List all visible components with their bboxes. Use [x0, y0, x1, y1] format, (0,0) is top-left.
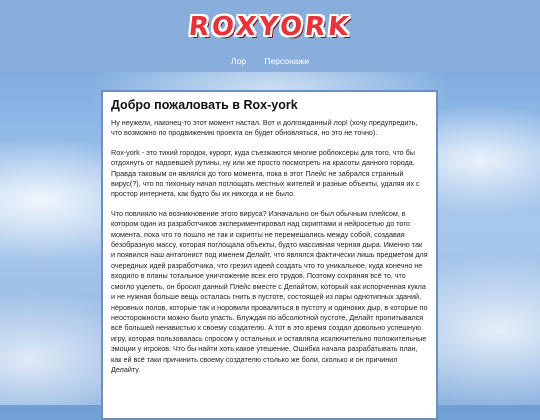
site-logo[interactable]: ROXYORK [187, 12, 353, 42]
article-paragraph: Ну неужели, наконец-то этот момент настал. Вот и долгожданный лор! (хочу предупредить, что возможно по продвижению проекта он будет обновляться, но это не точно). [111, 118, 418, 138]
article-card [101, 90, 438, 420]
page-title: Добро пожаловать в Rox-york [111, 98, 298, 112]
main-nav [0, 56, 540, 66]
nav-item-lore[interactable]: Лор [231, 56, 247, 66]
article-paragraph: Rox-york - это тихий городок, курорт, куда съезжаются многие роблоксеры для того, что бы отдохнуть от надоевшей рутины, ну или же просто посмотреть на красоты данного города. Правда таковым он являлся до того момента, пока в этот Плейс не забрался странный вирус(?), что по тихоньку начал поглощать местных жителей и разные объекты, удаляя их с простор интернета, как будто бы их никогда и не было. [111, 147, 420, 199]
site-header [0, 0, 540, 72]
nav-item-characters[interactable]: Персонажи [264, 56, 309, 66]
article-paragraph: Что повлияло на возникновение этого вируса? Изначально он был обычным плейсом, в котором один из разработчиков экспериментировал над скриптами и нейросетью до того момента, пока что то пошло не так и скрипты не перемешались между собой, создавая безобразную массу, которая поглощала объекты, будто массивная черная дыра. Именно так и появился наш антагонист под именем Делайт, что являлся фактически лишь предметом для очередных идей разработчика, что грезил идеей создать что то уникальное, куда конечно не входило в планы тотальное уничтожение всех его трудов. Поэтому сохраняя всё то, что смогло уцелеть, он бросил данный Плейс вместе с Делайтом, который как испорченная кукла и не нужная больше вещь осталась гнить в пустоте, состоящей из пары однотипных зданий, неровных полов, которые так и норовили провалиться в пустоту и одиноких дыр, в которые по неосторожности можно было упасть. Блуждая по абсолютной пустоте, Делайт пропитывался всё большей ненавистью к своему создателю. А тот в это время создал довольно успешную игру, которая пользовалась спросом у остальных и оставляла исключительно положительные эмоции у игроков. Что бы найти хоть какое утешение, Ошибка начала разрабатывать план, как ей всё таки причинить своему создателю столько же боли, сколько и он причинил Делайту. [111, 208, 428, 374]
